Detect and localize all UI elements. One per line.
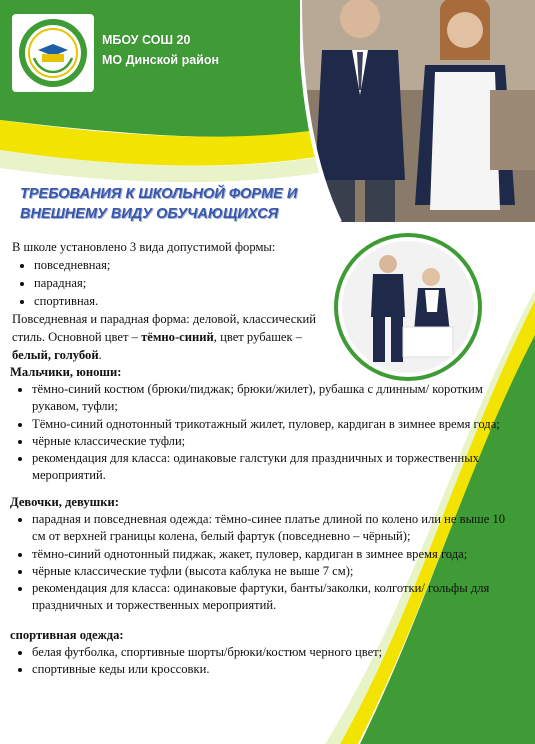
list-item: • Тёмно-синий однотонный трикотажный жилет, пуловер, кардиган в зимнее время года; bbox=[32, 416, 510, 433]
students-photo-circle bbox=[333, 232, 483, 382]
list-item: • повседневная; bbox=[34, 256, 332, 274]
school-name-line1: МБОУ СОШ 20 bbox=[102, 33, 191, 47]
list-item: • чёрные классические туфли (высота каблука не выше 7 см); bbox=[32, 563, 510, 580]
list-item: • парадная; bbox=[34, 274, 332, 292]
list-item: • рекомендация для класса: одинаковые галстуки для праздничных и торжественных мероприятий. bbox=[32, 450, 510, 484]
list-item: • спортивная. bbox=[34, 292, 332, 310]
school-logo bbox=[12, 14, 94, 92]
intro-text-after: . bbox=[98, 348, 102, 362]
title-line1: ТРЕБОВАНИЯ К ШКОЛЬНОЙ ФОРМЕ И bbox=[20, 186, 298, 202]
list-item: • белая футболка, спортивные шорты/брюки/костюм черного цвет; bbox=[32, 644, 510, 661]
uniform-types-list bbox=[12, 256, 332, 310]
list-item: • спортивные кеды или кроссовки. bbox=[32, 661, 510, 678]
boys-heading: Мальчики, юноши: bbox=[10, 365, 122, 379]
intro-lead: В школе установлено 3 вида допустимой формы: bbox=[12, 240, 276, 254]
sport-list bbox=[10, 644, 510, 678]
list-item: • рекомендация для класса: одинаковые фартуки, банты/заколки, колготки/ гольфы для праздничных и торжественных мероприятий. bbox=[32, 580, 510, 614]
page-title bbox=[20, 184, 320, 224]
intro-text-middle: , цвет рубашек – bbox=[213, 330, 303, 344]
boys-section bbox=[10, 364, 510, 484]
shirt-colors: белый, голубой bbox=[12, 348, 99, 362]
list-item: • тёмно-синий однотонный пиджак, жакет, пуловер, кардиган в зимнее время года; bbox=[32, 546, 510, 563]
girls-heading: Девочки, девушки: bbox=[10, 495, 119, 509]
sport-heading: спортивная одежда: bbox=[10, 628, 124, 642]
main-color: тёмно-синий bbox=[141, 330, 214, 344]
girls-list bbox=[10, 511, 510, 614]
boys-list bbox=[10, 381, 510, 484]
students-photo-top bbox=[300, 0, 535, 222]
school-name-line2: МО Динской район bbox=[102, 53, 220, 67]
intro-block bbox=[12, 238, 332, 364]
school-name bbox=[102, 30, 219, 70]
list-item: • чёрные классические туфли; bbox=[32, 433, 510, 450]
list-item: • тёмно-синий костюм (брюки/пиджак; брюки/жилет), рубашка с длинным/ коротким рукавом, туфли; bbox=[32, 381, 510, 415]
intro-paragraph bbox=[12, 310, 332, 364]
title-line2: ВНЕШНЕМУ ВИДУ ОБУЧАЮЩИХСЯ bbox=[20, 206, 279, 222]
intro-text-before: Повседневная и парадная форма: деловой, классический стиль. Основной цвет – bbox=[12, 312, 316, 344]
girls-section bbox=[10, 494, 510, 614]
sport-section bbox=[10, 627, 510, 679]
list-item: • парадная и повседневная одежда: тёмно-синее платье длиной по колено или не выше 10 см от верхней границы колена, белый фартук (повседневно – чёрный); bbox=[32, 511, 510, 545]
